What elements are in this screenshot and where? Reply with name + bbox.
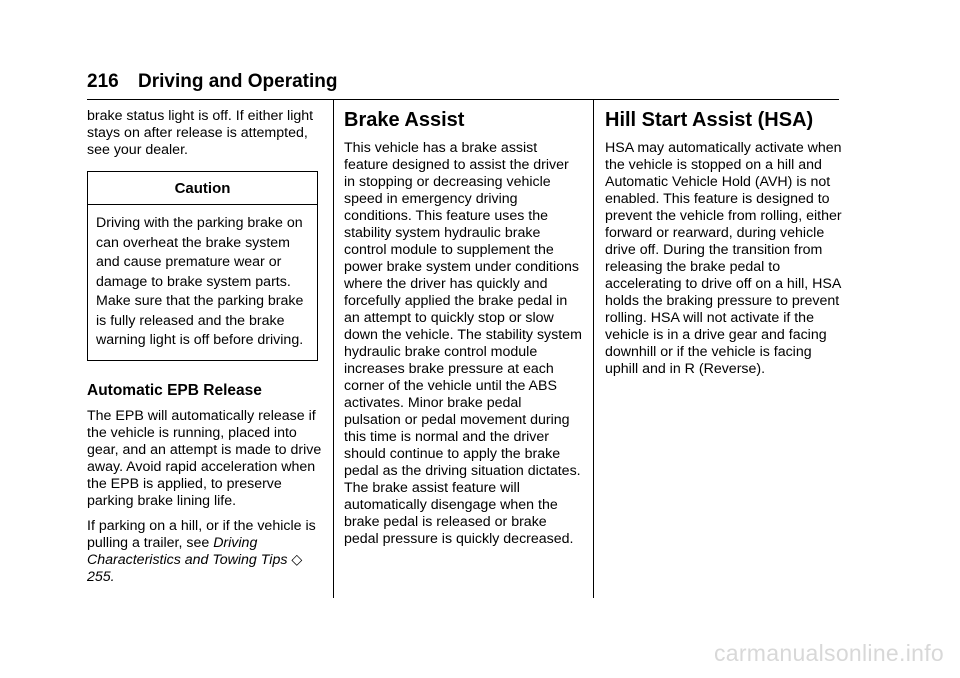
page-number: 216 bbox=[87, 71, 119, 92]
column-left bbox=[87, 108, 325, 594]
epb-heading: Automatic EPB Release bbox=[87, 381, 262, 399]
caution-text: Driving with the parking brake on can overheat the brake system and cause premature wear or damage to brake system parts. Make sure that the parking brake is fully released and the brake warning light is off before driving. bbox=[96, 215, 304, 348]
page-header bbox=[87, 71, 338, 93]
column-right bbox=[605, 108, 845, 386]
epb-paragraph: The EPB will automatically release if the vehicle is running, placed into gear, and an attempt is made to drive away. Avoid rapid acceleration when the EPB is applied, to preserve parking brake lining life. bbox=[87, 407, 322, 509]
intro-paragraph: brake status light is off. If either light stays on after release is attempted, see your dealer. bbox=[87, 108, 314, 158]
page-reference[interactable]: 255. bbox=[87, 568, 115, 585]
caution-title: Caution bbox=[88, 172, 317, 205]
caution-box bbox=[87, 171, 318, 361]
hill-paragraph-text: If parking on a hill, or if the vehicle is pulling a trailer, see bbox=[87, 517, 316, 551]
brake-assist-paragraph: This vehicle has a brake assist feature designed to assist the driver in stopping or decreasing vehicle speed in emergency driving conditions. This feature uses the stability system hydraulic brake control module to supplement the power brake system under conditions where the driver has quickly and forcefully applied the brake pedal in an attempt to quickly stop or slow down the vehicle. The stability system hydraulic brake control module increases brake pressure at each corner of the vehicle until the ABS activates. Minor brake pedal pulsation or pedal movement during this time is normal and the driver should continue to apply the brake pedal as the driving situation dictates. The brake assist feature will automatically disengage when the brake pedal is released or brake pedal pressure is quickly decreased. bbox=[344, 140, 582, 547]
hsa-paragraph: HSA may automatically activate when the vehicle is stopped on a hill and Automatic Vehicle Hold (AVH) is not enabled. This feature is designed to prevent the vehicle from rolling, either forward or rearward, during vehicle drive off. During the transition from releasing the brake pedal to accelerating to drive off on a hill, HSA holds the braking pressure to prevent rolling. HSA will not activate if the vehicle is in a drive gear and facing downhill or if the vehicle is facing uphill and in R (Reverse). bbox=[605, 140, 842, 377]
brake-assist-heading: Brake Assist bbox=[344, 109, 465, 131]
page-reference-icon: ◇ bbox=[291, 551, 303, 568]
watermark: carmanualsonline.info bbox=[713, 640, 944, 666]
section-title: Driving and Operating bbox=[137, 71, 338, 92]
column-divider-left bbox=[333, 100, 334, 598]
column-middle bbox=[344, 108, 582, 556]
towing-tips-link[interactable]: Driving Characteristics and Towing Tips bbox=[87, 534, 288, 568]
hill-paragraph bbox=[87, 518, 325, 586]
header-rule bbox=[87, 99, 839, 100]
column-divider-right bbox=[593, 100, 594, 598]
hsa-heading: Hill Start Assist (HSA) bbox=[605, 109, 814, 131]
